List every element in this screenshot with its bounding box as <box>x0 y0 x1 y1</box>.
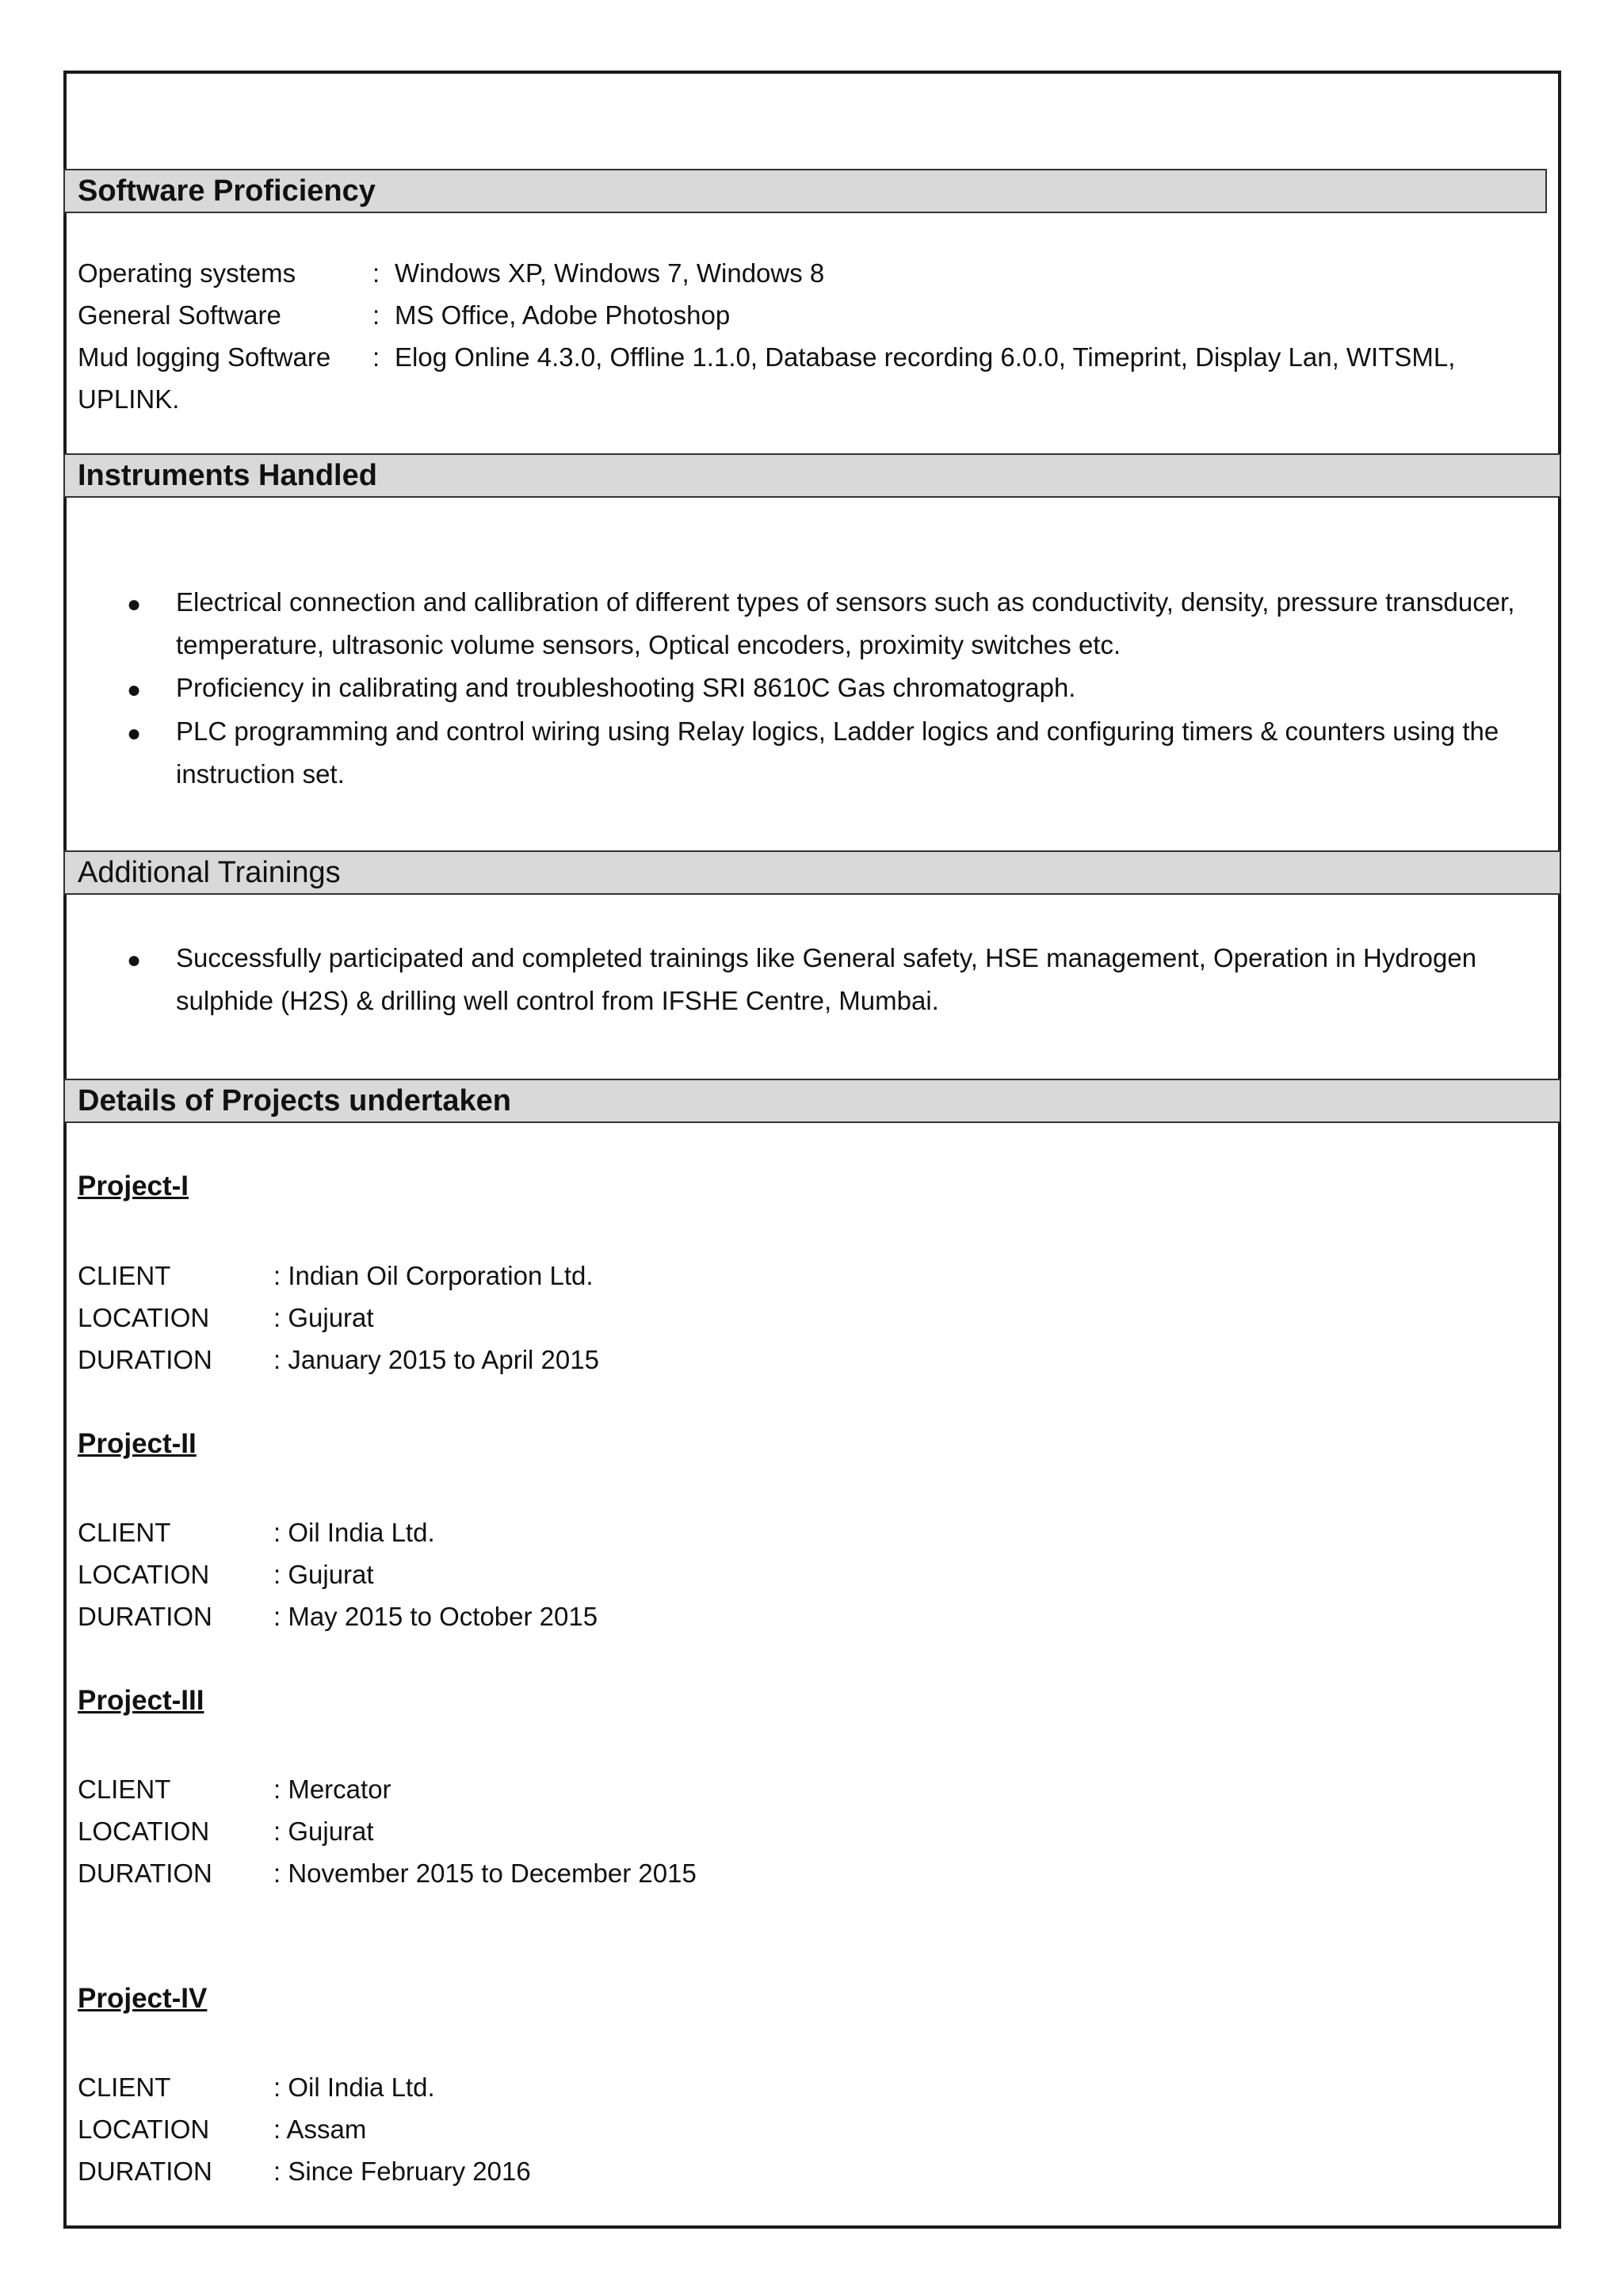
bullet-icon: ● <box>127 720 142 747</box>
section-header-projects <box>63 1079 1561 1123</box>
row-value: Windows XP, Windows 7, Windows 8 <box>395 258 825 288</box>
row-value: : January 2015 to April 2015 <box>273 1345 599 1374</box>
section-header-software-proficiency <box>63 169 1547 213</box>
row-separator: : <box>372 300 380 330</box>
row-separator: : <box>372 342 380 372</box>
row-label: DURATION <box>78 2157 212 2186</box>
project-title: Project-I <box>78 1171 189 1201</box>
row-value: : Oil India Ltd. <box>273 2073 435 2102</box>
list-item: Successfully participated and completed trainings like General safety, HSE management, Operation in Hydrogen sulphide (H2S) & drilling well control from IFSHE Centre, Mumbai. <box>176 943 1477 1015</box>
row-label: LOCATION <box>78 1303 210 1332</box>
list-item: PLC programming and control wiring using Relay logics, Ladder logics and configuring timers & counters using the instruction set. <box>176 716 1499 789</box>
row-label: LOCATION <box>78 1560 210 1589</box>
row-label: Operating systems <box>78 258 296 288</box>
project-title: Project-II <box>78 1428 197 1459</box>
row-value: : November 2015 to December 2015 <box>273 1859 697 1888</box>
row-value: : May 2015 to October 2015 <box>273 1602 598 1631</box>
row-label: CLIENT <box>78 1775 171 1804</box>
row-value: MS Office, Adobe Photoshop <box>395 300 731 330</box>
row-value: : Indian Oil Corporation Ltd. <box>273 1261 594 1290</box>
project-title: Project-IV <box>78 1983 208 2014</box>
row-label: CLIENT <box>78 1261 171 1290</box>
row-value: : Assam <box>273 2115 367 2144</box>
project-title: Project-III <box>78 1685 204 1716</box>
bullet-icon: ● <box>127 677 142 703</box>
bullet-icon: ● <box>127 947 142 973</box>
section-header-instruments-handled <box>63 453 1561 498</box>
row-label: General Software <box>78 300 281 330</box>
section-title: Instruments Handled <box>78 459 377 492</box>
row-value: : Gujurat <box>273 1560 374 1589</box>
section-title: Additional Trainings <box>78 856 341 889</box>
software-continuation: UPLINK. <box>78 384 180 414</box>
row-label: DURATION <box>78 1602 212 1631</box>
row-value: : Mercator <box>273 1775 391 1804</box>
section-title: Details of Projects undertaken <box>78 1084 511 1117</box>
list-item: Electrical connection and callibration of different types of sensors such as conductivity, density, pressure transducer, temperature, ultrasonic volume sensors, Optical encoders, proximity switches etc. <box>176 587 1515 659</box>
row-value: : Oil India Ltd. <box>273 1518 435 1547</box>
row-label: DURATION <box>78 1345 212 1374</box>
bullet-icon: ● <box>127 591 142 617</box>
row-value: : Gujurat <box>273 1817 374 1846</box>
section-title: Software Proficiency <box>78 174 376 208</box>
row-label: CLIENT <box>78 1518 171 1547</box>
row-label: LOCATION <box>78 1817 210 1846</box>
section-header-additional-trainings <box>63 850 1561 895</box>
row-value: : Since February 2016 <box>273 2157 531 2186</box>
row-value: Elog Online 4.3.0, Offline 1.1.0, Database recording 6.0.0, Timeprint, Display Lan, WITSML, <box>395 342 1456 372</box>
page-border <box>63 71 1561 2229</box>
row-label: DURATION <box>78 1859 212 1888</box>
row-label: Mud logging Software <box>78 342 331 372</box>
list-item: Proficiency in calibrating and troubleshooting SRI 8610C Gas chromatograph. <box>176 673 1076 702</box>
row-separator: : <box>372 258 380 288</box>
row-label: LOCATION <box>78 2115 210 2144</box>
row-value: : Gujurat <box>273 1303 374 1332</box>
row-label: CLIENT <box>78 2073 171 2102</box>
